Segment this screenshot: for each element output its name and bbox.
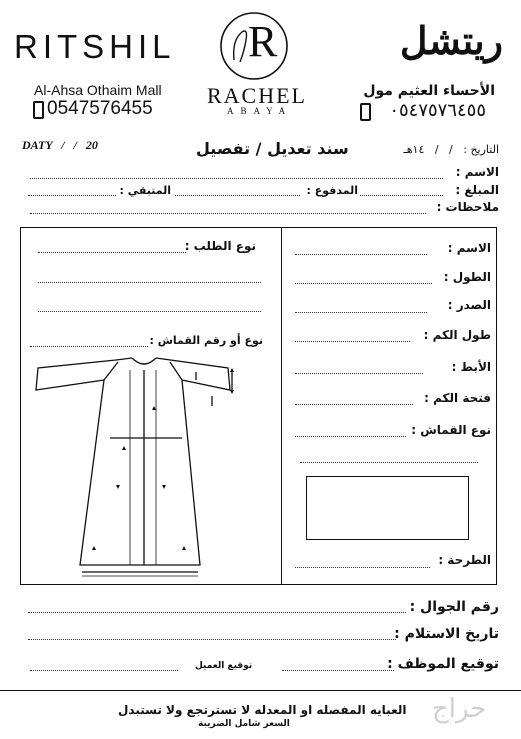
order-type-field[interactable] xyxy=(38,252,186,253)
length-field[interactable] xyxy=(295,283,432,284)
paid-label: المدفوع : xyxy=(306,184,358,197)
location-ar: الأحساء العثيم مول xyxy=(363,83,495,99)
mobile-field[interactable] xyxy=(28,612,406,613)
logo-subtitle: ABAYA xyxy=(227,106,293,116)
sleeve-length-field[interactable] xyxy=(295,341,410,342)
fabric-field[interactable] xyxy=(30,346,148,347)
scarf-field[interactable] xyxy=(295,567,430,568)
sleeve-opening-field[interactable] xyxy=(295,404,413,405)
fabric-type-field[interactable] xyxy=(295,436,406,437)
customer-signature-label: توقيع العميل xyxy=(195,661,253,671)
box-divider xyxy=(281,227,282,585)
brand-latin: RITSHIL xyxy=(14,28,176,65)
chest-label: الصدر : xyxy=(447,298,491,312)
abaya-diagram xyxy=(32,350,262,580)
order-type-line-2[interactable] xyxy=(38,282,261,283)
tax-text: السعر شامل الضريبة xyxy=(198,719,290,729)
extra-line[interactable] xyxy=(300,462,478,463)
date-ar: التاريخ : / / ١٤هـ xyxy=(403,143,499,156)
phone-icon-en xyxy=(33,101,44,119)
logo xyxy=(218,10,290,82)
mobile-label: رقم الجوال : xyxy=(409,599,499,615)
scarf-label: الطرحة : xyxy=(438,553,491,567)
brand-arabic: ريتشل xyxy=(399,18,503,63)
phone-icon-ar xyxy=(360,103,371,121)
fabric-type-label: نوع القماش : xyxy=(411,423,491,437)
receive-date-label: تاريخ الاستلام : xyxy=(394,626,499,642)
employee-signature-field[interactable] xyxy=(282,670,394,671)
employee-signature-label: توقيع الموظف : xyxy=(387,656,499,672)
order-type-label: نوع الطلب : xyxy=(184,239,256,253)
phone-en: 0547576455 xyxy=(47,98,153,119)
logo-letter: R xyxy=(248,17,278,66)
name-field[interactable] xyxy=(30,178,443,179)
notes-label: ملاحظات : xyxy=(436,200,499,214)
remaining-field[interactable] xyxy=(28,195,116,196)
sleeve-opening-label: فتحة الكم : xyxy=(424,391,491,405)
box-name-label: الاسم : xyxy=(447,241,491,255)
order-type-line-3[interactable] xyxy=(38,311,261,312)
paid-field[interactable] xyxy=(175,195,300,196)
length-label: الطول : xyxy=(443,270,491,284)
location-en: Al-Ahsa Othaim Mall xyxy=(34,82,162,98)
receive-date-field[interactable] xyxy=(28,639,396,640)
customer-signature-field[interactable] xyxy=(30,670,178,671)
amount-label: المبلغ : xyxy=(455,183,499,197)
sleeve-length-label: طول الكم : xyxy=(423,328,491,342)
chest-field[interactable] xyxy=(295,312,427,313)
notes-field[interactable] xyxy=(30,213,426,214)
logo-name: RACHEL xyxy=(207,83,307,108)
armpit-label: الأبط : xyxy=(451,360,491,374)
remaining-label: المتبقي : xyxy=(119,184,171,197)
policy-text: العبايه المفصله او المعدله لا تسترتجع ولا تستبدل xyxy=(118,703,407,717)
watermark: حراج xyxy=(432,694,487,724)
armpit-field[interactable] xyxy=(295,373,423,374)
footer-divider xyxy=(0,690,521,691)
form-title: سند تعديل / تفصيل xyxy=(196,139,349,158)
name-label: الاسم : xyxy=(455,165,499,179)
amount-field[interactable] xyxy=(360,195,443,196)
fabric-label: نوع أو رقم القماش : xyxy=(149,334,263,347)
phone-ar: ٠٥٤٧٥٧٦٤٥٥ xyxy=(389,100,486,121)
sample-box xyxy=(306,476,469,540)
date-en: DATY / / 20 xyxy=(22,138,98,152)
box-name-field[interactable] xyxy=(295,254,427,255)
